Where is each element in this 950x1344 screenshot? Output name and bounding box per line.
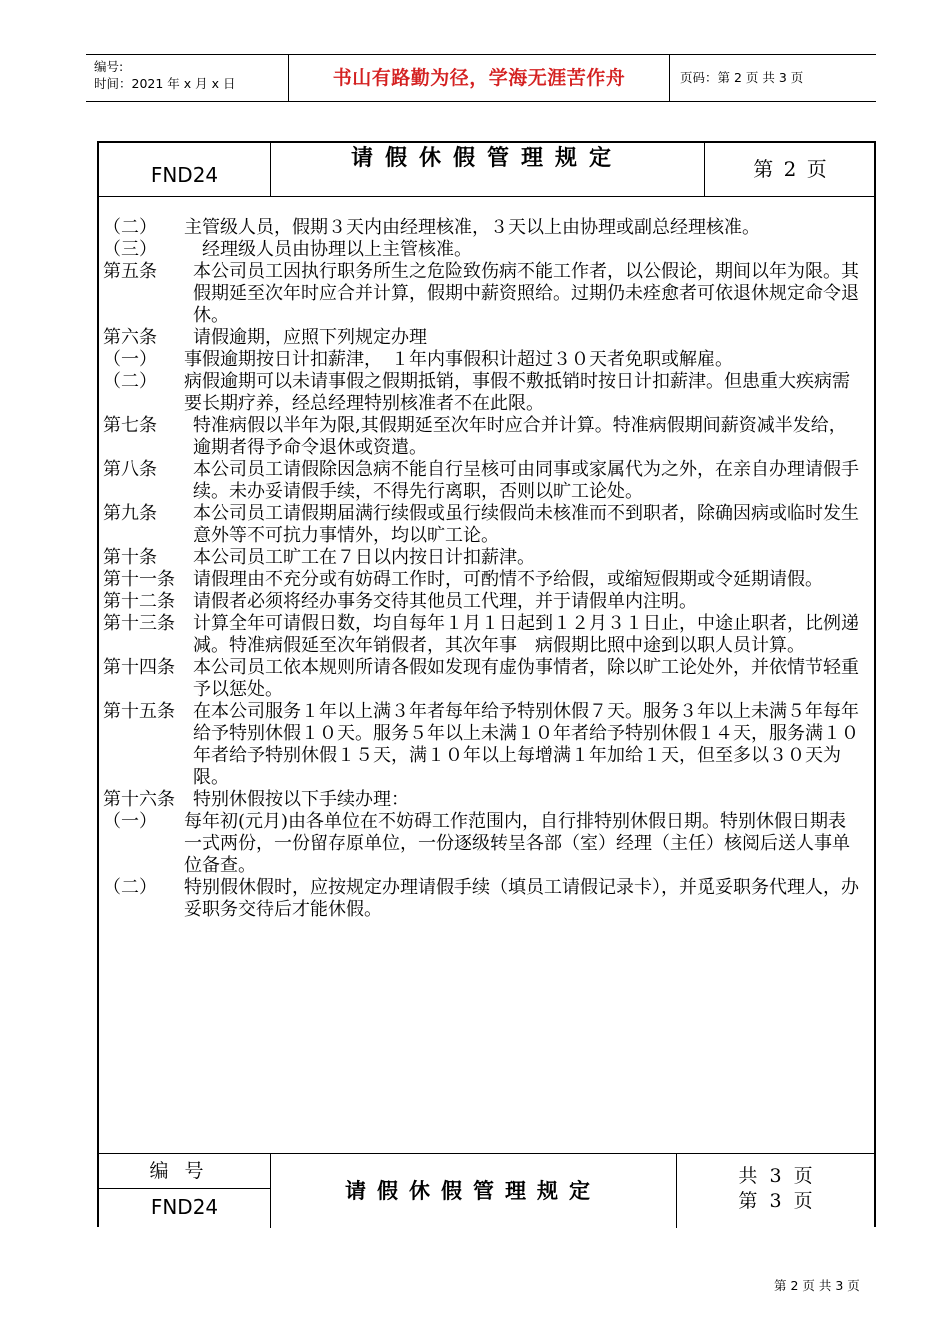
clause-text: 主管级人员，假期３天内由经理核准，３天以上由协理或副总经理核准。 (184, 217, 760, 238)
header-time: 时间：2021 年 x 月 x 日 (94, 76, 236, 91)
header-number-label: 编号: (94, 59, 124, 74)
clause-label: 第六条 (103, 327, 193, 348)
clause-item (103, 459, 863, 503)
clause-text: 病假逾期可以未请事假之假期抵销，事假不敷抵销时按日计扣薪津。但患重大疾病需要长期疗养，经总经理特别核准者不在此限。 (184, 371, 850, 414)
clause-text: 本公司员工依本规则所请各假如发现有虚伪事情者，除以旷工论处外，并依情节轻重予以惩处。 (193, 657, 859, 700)
clause-item (103, 327, 863, 349)
clauses-list (103, 217, 863, 921)
clause-text: 本公司员工请假除因急病不能自行呈核可由同事或家属代为之外，在亲自办理请假手续。未办妥请假手续，不得先行离职，否则以旷工论处。 (193, 459, 859, 502)
clause-label: 第七条 (103, 415, 193, 436)
header-motto: 书山有路勤为径，学海无涯苦作舟 (288, 55, 670, 101)
page-footer: 第 2 页 共 3 页 (774, 1278, 860, 1293)
clause-item (103, 349, 863, 371)
clause-text: 计算全年可请假日数，均自每年１月１日起到１２月３１日止，中途止职者，比例递减。特准病假延至次年销假者，其次年事 病假期比照中途到以职人员计算。 (193, 613, 859, 656)
clause-text: 每年初(元月)由各单位在不妨碍工作范围内，自行排特别休假日期。特别休假日期表一式两份，一份留存原单位，一份逐级转呈各部（室）经理（主任）核阅后送人事单位备查。 (184, 811, 850, 876)
clause-item (103, 591, 863, 613)
footer-current-page: 第 3 页 (738, 1190, 813, 1212)
clause-item (103, 261, 863, 327)
clause-item (103, 503, 863, 547)
clause-text: 本公司员工因执行职务所生之危险致伤病不能工作者，以公假论，期间以年为限。其假期延至次年时应合并计算，假期中薪资照给。过期仍未痊愈者可依退休规定命令退休。 (193, 261, 859, 326)
clause-label: 第十四条 (103, 657, 193, 678)
clause-item (103, 657, 863, 701)
page-header (86, 54, 876, 102)
clause-label: （三） (103, 239, 202, 260)
clause-item (103, 217, 863, 239)
doc-code: FND24 (99, 143, 271, 197)
clause-label: 第八条 (103, 459, 193, 480)
clause-label: 第十条 (103, 547, 193, 568)
clause-label: 第十一条 (103, 569, 193, 590)
clause-item (103, 569, 863, 591)
clause-label: （二） (103, 371, 184, 392)
clause-item (103, 811, 863, 877)
clause-label: （二） (103, 877, 184, 898)
clause-label: 第十二条 (103, 591, 193, 612)
footer-table (99, 1153, 874, 1228)
clause-text: 特准病假以半年为限,其假期延至次年时应合并计算。特准病假期间薪资减半发给，逾期者得予命令退休或资遣。 (193, 415, 847, 458)
footer-page-info (676, 1154, 874, 1228)
clause-label: 第十五条 (103, 701, 193, 722)
clause-text: 特别休假按以下手续办理： (193, 789, 409, 810)
clause-item (103, 613, 863, 657)
clause-item (103, 415, 863, 459)
clause-label: （一） (103, 811, 184, 832)
clause-label: 第九条 (103, 503, 193, 524)
clause-label: （一） (103, 349, 184, 370)
footer-title: 请假休假管理规定 (345, 1178, 601, 1203)
clause-text: 在本公司服务１年以上满３年者每年给予特别休假７天。服务３年以上未满５年每年给予特别休假１０天。服务５年以上未满１０年者给予特别休假１４天，服务满１０年者给予特别休假１５天，满１０年以上每增满１年加给１天，但至多以３０天为限。 (193, 701, 859, 788)
clause-text: 请假理由不充分或有妨碍工作时，可酌情不予给假，或缩短假期或令延期请假。 (193, 569, 823, 590)
footer-code: FND24 (99, 1189, 271, 1228)
clause-item (103, 701, 863, 789)
clause-item (103, 371, 863, 415)
clause-item (103, 789, 863, 811)
doc-page-number: 第 2 页 (704, 143, 875, 197)
footer-number-label: 编号 (99, 1154, 271, 1189)
clause-text: 事假逾期按日计扣薪津， １年内事假积计超过３０天者免职或解雇。 (184, 349, 733, 370)
clause-text: 本公司员工旷工在７日以内按日计扣薪津。 (193, 547, 535, 568)
doc-title: 请假休假管理规定 (270, 143, 704, 197)
header-page-info: 页码：第 2 页 共 3 页 (680, 70, 804, 85)
document-frame (97, 141, 876, 1227)
clause-label: 第十六条 (103, 789, 193, 810)
clause-text: 特别假休假时，应按规定办理请假手续（填员工请假记录卡），并觅妥职务代理人，办妥职务交待后才能休假。 (184, 877, 859, 920)
clause-text: 经理级人员由协理以上主管核准。 (202, 239, 472, 260)
clause-item (103, 877, 863, 921)
clause-label: （二） (103, 217, 184, 238)
clause-text: 请假者必须将经办事务交待其他员工代理，并于请假单内注明。 (193, 591, 697, 612)
clause-label: 第十三条 (103, 613, 193, 634)
clause-text: 本公司员工请假期届满行续假或虽行续假尚未核准而不到职者，除确因病或临时发生意外等不可抗力事情外，均以旷工论。 (193, 503, 859, 546)
clause-label: 第五条 (103, 261, 193, 282)
clause-item (103, 239, 863, 261)
clause-item (103, 547, 863, 569)
header-meta (94, 58, 235, 92)
footer-total-pages: 共 3 页 (738, 1165, 813, 1187)
clause-text: 请假逾期，应照下列规定办理 (193, 327, 427, 348)
